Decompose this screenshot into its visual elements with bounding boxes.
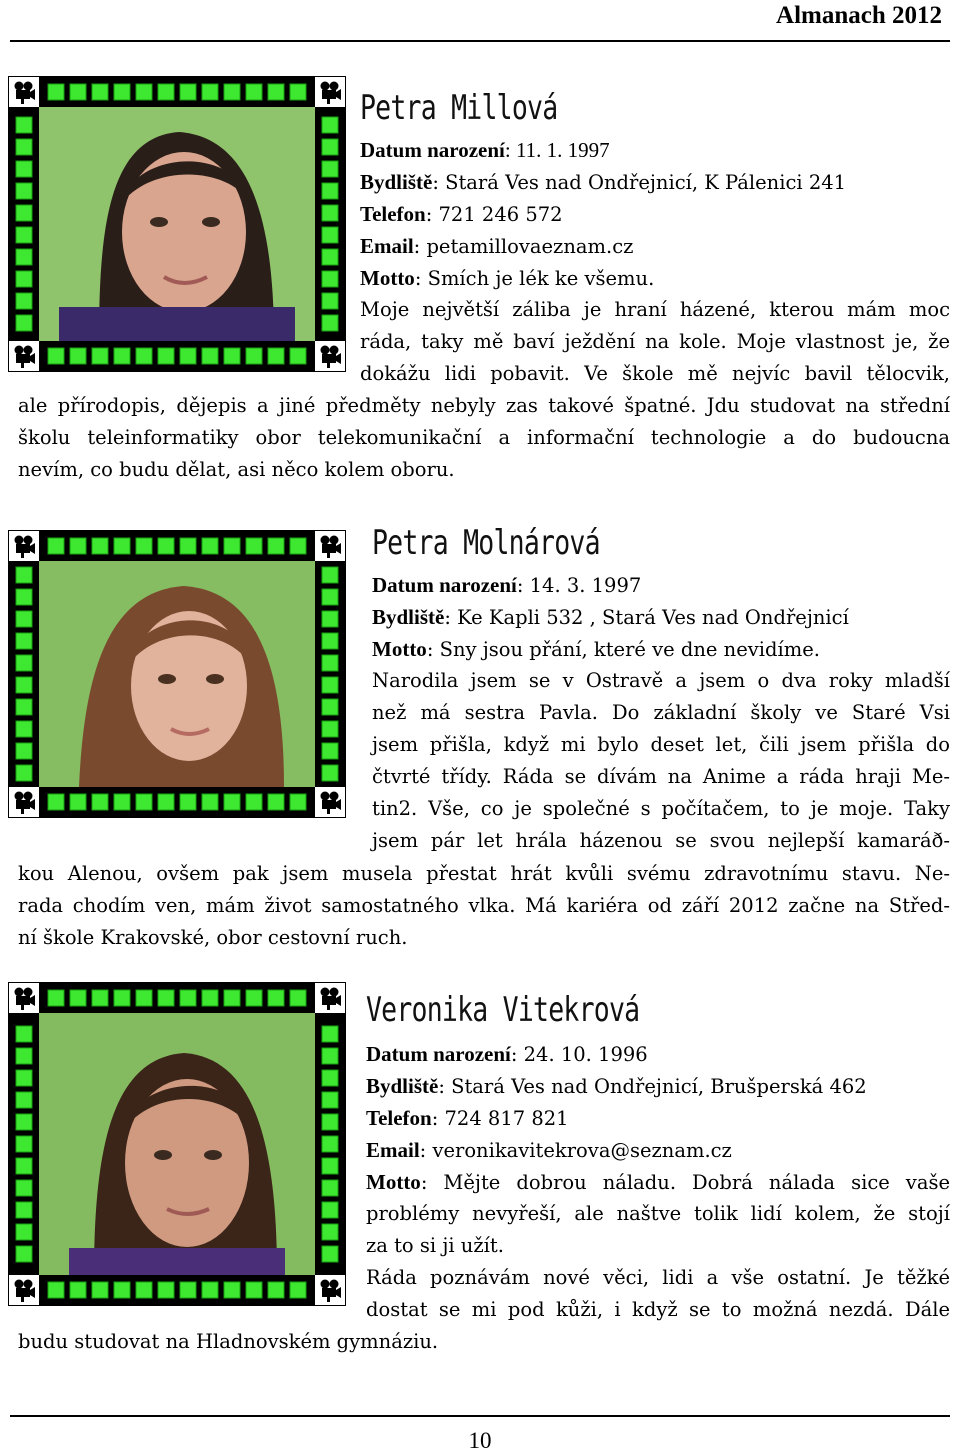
bio-line: rada chodím ven, mám život samostatného vlka. Má kariéra od září 2012 začne na Střed-: [18, 894, 950, 917]
footer-rule: [10, 1415, 950, 1417]
dob-value: : 14. 3. 1997: [516, 574, 642, 597]
camera-icon: [315, 1275, 345, 1305]
header-rule: [10, 40, 950, 42]
dob-value: : 24. 10. 1996: [510, 1043, 648, 1066]
address-label: Bydliště: [360, 170, 433, 194]
motto-value: : Sny jsou přání, které ve dne nevidíme.: [426, 638, 820, 661]
address-value: : Ke Kapli 532 , Stará Ves nad Ondřejnicí: [444, 606, 849, 629]
page-header-title: Almanach 2012: [776, 2, 942, 29]
email-value: : petamillovaeznam.cz: [413, 235, 634, 258]
bio-line: čtvrté třídy. Ráda se dívám na Anime a ráda hraji Me-: [372, 765, 950, 788]
camera-icon: [9, 341, 39, 371]
motto-label: Motto: [366, 1170, 421, 1194]
motto-label: Motto: [360, 266, 415, 290]
portrait-photo-2: [39, 561, 315, 787]
page-number: 10: [468, 1428, 492, 1453]
bio-line: nevím, co budu dělat, asi něco kolem oboru.: [18, 458, 455, 481]
address-value: : Stará Ves nad Ondřejnicí, K Pálenici 241: [432, 171, 847, 194]
camera-icon: [9, 77, 39, 107]
phone-value: : 721 246 572: [425, 203, 563, 226]
bio-line: jsem přišla, když mi bylo deset let, čili jsem přišla do: [372, 733, 950, 756]
motto-value: : Smích je lék ke všemu.: [414, 267, 655, 290]
phone-label: Telefon: [366, 1106, 432, 1130]
photo-frame-1: [8, 76, 346, 372]
motto-label: Motto: [372, 637, 427, 661]
camera-icon: [315, 77, 345, 107]
camera-icon: [315, 531, 345, 561]
profile-phone-3: [366, 1102, 569, 1135]
profile-email-1: [360, 230, 633, 263]
email-label: Email: [360, 234, 414, 258]
profile-dob-3: [366, 1038, 648, 1071]
profile-name-2: Petra Molnárová: [372, 523, 600, 563]
camera-icon: [9, 1275, 39, 1305]
bio-line: jsem pár let hrála házenou se svou nejlepší kamaráð-: [372, 829, 950, 852]
camera-icon: [315, 341, 345, 371]
motto-value: : Mějte dobrou náladu. Dobrá nálada sice vaše: [420, 1171, 950, 1194]
bio-line: za to si ji užít.: [366, 1234, 504, 1257]
address-label: Bydliště: [372, 605, 445, 629]
profile-motto-2: [372, 633, 820, 666]
bio-line: budu studovat na Hladnovském gymnáziu.: [18, 1330, 439, 1353]
dob-label: Datum narození: [360, 138, 505, 162]
bio-line: dokážu lidi pobavit. Ve škole mě nejvíc bavil tělocvik,: [360, 362, 950, 385]
profile-email-3: [366, 1134, 732, 1167]
camera-icon: [9, 983, 39, 1013]
profile-motto-3: [366, 1166, 950, 1199]
phone-label: Telefon: [360, 202, 426, 226]
profile-dob-1: [360, 134, 610, 166]
dob-value: : 11. 1. 1997: [504, 138, 610, 162]
photo-frame-2: [8, 530, 346, 818]
bio-line: problémy nevyřeší, ale naštve tolik lidí kolem, že stojí: [366, 1202, 950, 1225]
bio-line: tin2. Vše, co je společné s počítačem, to je moje. Taky: [372, 797, 950, 820]
bio-line: než má sestra Pavla. Do základní školy ve Staré Vsi: [372, 701, 950, 724]
bio-line: ráda, taky mě baví ježdění na kole. Moje vlastnost je, že: [360, 330, 950, 353]
address-value: : Stará Ves nad Ondřejnicí, Brušperská 462: [438, 1075, 867, 1098]
camera-icon: [9, 787, 39, 817]
bio-line: kou Alenou, ovšem pak jsem musela přestat hrát kvůli svému zdravotnímu stavu. Ne-: [18, 862, 950, 885]
profile-phone-1: [360, 198, 563, 231]
bio-line: školu teleinformatiky obor telekomunikační a informační technologie a do budoucna: [18, 426, 950, 449]
profile-motto-1: [360, 262, 654, 295]
bio-line: Moje největší záliba je hraní házené, kterou mám moc: [360, 298, 950, 321]
email-value: : veronikavitekrova@seznam.cz: [419, 1139, 732, 1162]
bio-line: Ráda poznávám nové věci, lidi a vše ostatní. Je těžké: [366, 1266, 950, 1289]
profile-dob-2: [372, 569, 641, 602]
photo-frame-3: [8, 982, 346, 1306]
dob-label: Datum narození: [366, 1042, 511, 1066]
profile-name-1: Petra Millová: [360, 88, 558, 128]
phone-value: : 724 817 821: [431, 1107, 569, 1130]
camera-icon: [315, 983, 345, 1013]
portrait-photo-3: [39, 1013, 315, 1275]
bio-line: Narodila jsem se v Ostravě a jsem o dva roky mladší: [372, 669, 950, 692]
camera-icon: [9, 531, 39, 561]
profile-address-1: [360, 166, 846, 199]
bio-line: dostat se mi pod kůži, i když se to možná nezdá. Dále: [366, 1298, 950, 1321]
profile-address-2: [372, 601, 849, 634]
profile-address-3: [366, 1070, 867, 1103]
address-label: Bydliště: [366, 1074, 439, 1098]
bio-line: ní škole Krakovské, obor cestovní ruch.: [18, 926, 408, 949]
portrait-photo-1: [39, 107, 315, 341]
dob-label: Datum narození: [372, 573, 517, 597]
bio-line: ale přírodopis, dějepis a jiné předměty nebyly zas takové špatné. Jdu studovat na střední: [18, 394, 950, 417]
email-label: Email: [366, 1138, 420, 1162]
camera-icon: [315, 787, 345, 817]
profile-name-3: Veronika Vitekrová: [366, 990, 640, 1030]
